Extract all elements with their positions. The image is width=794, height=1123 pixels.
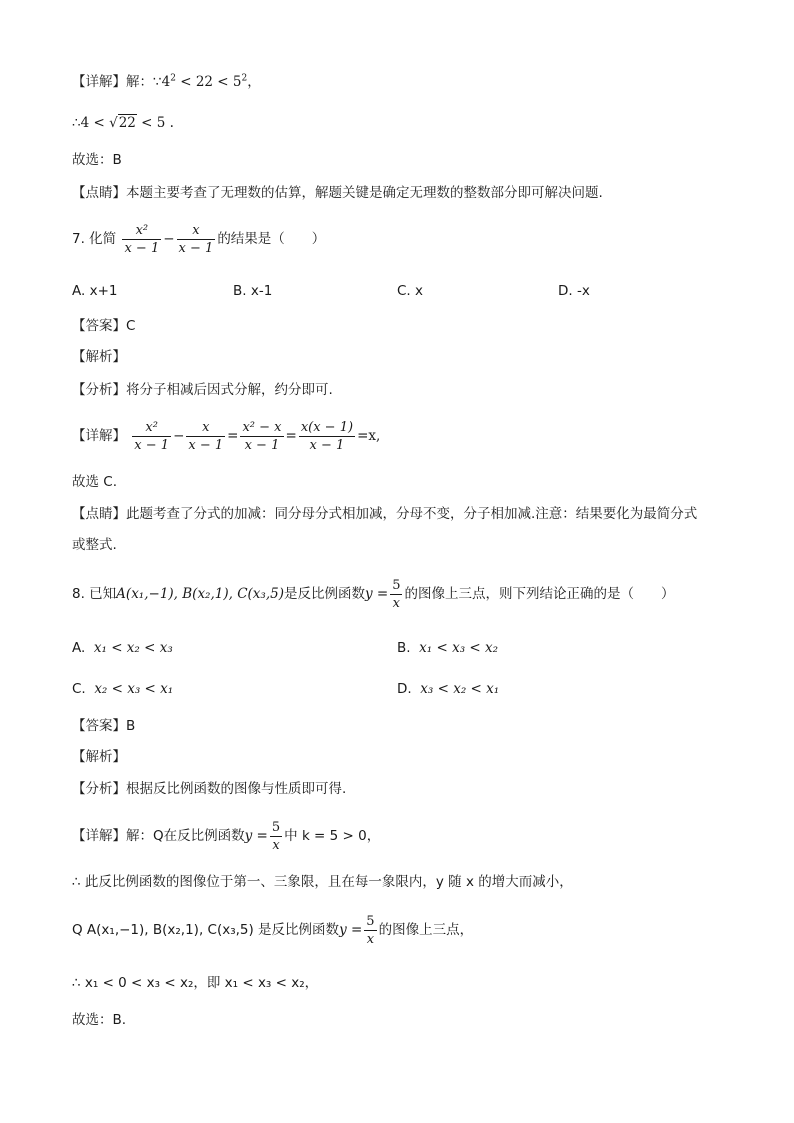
q7-analyze: 【分析】将分子相减后因式分解，约分即可. [72,382,333,398]
q6-conclusion-line: ∴4 < √22 < 5 . [72,115,174,131]
q7-option-b: B. x-1 [233,283,273,299]
q6-choice: 故选：B [72,152,122,168]
q7-frac1: $\frac{\text{x²}}{x - 1}$ [124,222,160,256]
q7-answer: 【答案】C [72,318,136,334]
q7-frac2: $\frac{x}{x - 1}$ [178,222,214,256]
q7-comment-1: 【点睛】此题考查了分式的加减：同分母分式相加减，分母不变，分子相加减.注意：结果要化为最简分式 [72,506,698,522]
q7-comment-2: 或整式. [72,537,117,553]
q8-detail-4: ∴ x₁ < 0 < x₃ < x₂，即 x₁ < x₃ < x₂， [72,975,319,991]
q7-option-a: A. x+1 [72,283,118,299]
q7-option-d: D. -x [558,283,590,299]
q7-analysis-tag: 【解析】 [72,349,126,365]
q8-detail-2: ∴ 此反比例函数的图像位于第一、三象限，且在每一象限内，y 随 x 的增大而减小， [72,874,573,890]
q8-option-a: A. x₁ < x₂ < x₃ [72,640,173,656]
q8-analyze: 【分析】根据反比例函数的图像与性质即可得. [72,781,347,797]
q8-option-d: D. x₃ < x₂ < x₁ [397,681,500,697]
q7-option-c: C. x [397,283,424,299]
comment-tag: 【点睛】 [72,185,126,201]
q6-comment: 【点睛】本题主要考查了无理数的估算，解题关键是确定无理数的整数部分即可解决问题. [72,185,603,201]
q8-answer: 【答案】B [72,718,136,734]
q8-detail-1: 【详解】解：Q在反比例函数y = $\frac{5}{x}$ 中 k = 5 > 0， [72,819,381,853]
q7-choice: 故选 C. [72,474,118,490]
q8-stem: 8. 已知A(x₁,−1), B(x₂,1), C(x₃,5)是反比例函数y = $\frac{5}{x}$ 的图像上三点，则下列结论正确的是（ ） [72,577,675,611]
q8-option-b: B. x₁ < x₃ < x₂ [397,640,499,656]
q8-analysis-tag: 【解析】 [72,749,126,765]
q7-detail: 【详解】 $\frac{\text{x²}}{x - 1}$ − $\frac{x}{x - 1}$ = $\frac{\text{x² − x}}{x - 1}$ = $\frac{x(x - 1)}{x - 1}$ =x, [72,419,381,453]
q7-stem: 7. 化简 $\frac{\text{x²}}{x - 1}$ − $\frac{x}{x - 1}$ 的结果是（ ） [72,222,326,256]
q8-choice: 故选：B. [72,1012,127,1028]
q6-detail-line: 【详解】解：$\because 4^2 < 22 < 5^2$， [72,73,261,90]
q8-detail-3: Q A(x₁,−1), B(x₂,1), C(x₃,5) 是反比例函数y = $\frac{5}{x}$ 的图像上三点， [72,913,474,947]
q8-option-c: C. x₂ < x₃ < x₁ [72,681,174,697]
detail-tag: 【详解】 [72,74,126,90]
